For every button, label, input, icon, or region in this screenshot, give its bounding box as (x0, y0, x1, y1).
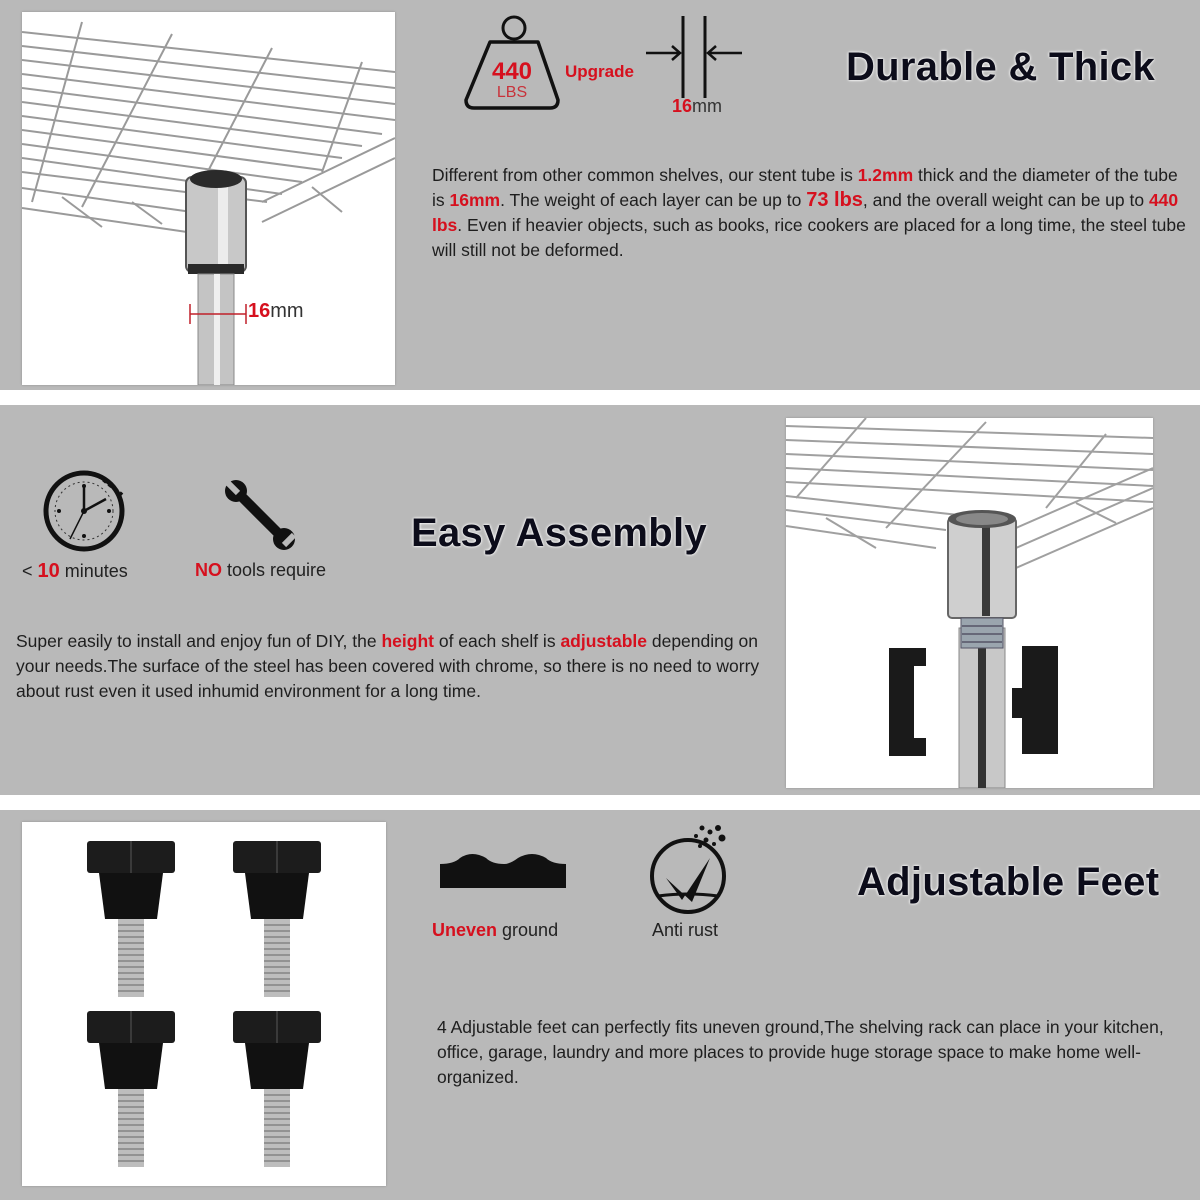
anti-rust-label: Anti rust (652, 920, 719, 940)
highlight-layer-weight: 73 lbs (806, 189, 863, 211)
text: Super easily to install and enjoy fun of DIY, the (16, 631, 382, 651)
highlight-height: height (381, 631, 434, 651)
highlight-diameter: 16mm (449, 190, 501, 210)
section-easy-assembly (0, 405, 1200, 795)
annotation-value: 16 (248, 300, 271, 322)
text: minutes (59, 561, 128, 581)
text: tools require (222, 560, 327, 580)
uneven-ground-label (432, 920, 558, 941)
upgrade-label: Upgrade (565, 62, 634, 81)
text: thick and the diameter of the tube is (432, 165, 1178, 210)
thickness-icon (640, 12, 750, 102)
wrench-icon-graphic (222, 477, 302, 557)
highlight-uneven: Uneven (432, 920, 498, 940)
tube-diameter-annotation (248, 300, 304, 323)
highlight-no: NO (195, 560, 222, 580)
weight-badge (462, 10, 562, 110)
tube-size-label (672, 96, 722, 117)
text: ground (497, 920, 559, 940)
text: . The weight of each layer can be up to (500, 190, 807, 210)
highlight-minutes: 10 (37, 560, 60, 582)
uneven-ground-icon-graphic (440, 852, 566, 888)
shelf-sleeve-illustration (786, 418, 1153, 788)
highlight-adjustable: adjustable (560, 631, 647, 651)
highlight-total-weight: 440 lbs (432, 190, 1179, 235)
anti-rust-icon-graphic (644, 822, 734, 917)
clock-icon-graphic (40, 465, 130, 555)
anti-rust-icon (644, 822, 734, 917)
section-heading: Adjustable Feet (857, 860, 1160, 904)
section-durable-thick (0, 0, 1200, 390)
clock-icon (40, 465, 130, 555)
section-heading: Easy Assembly (411, 511, 707, 555)
no-tools-label (195, 560, 326, 581)
text: . Even if heavier objects, such as books, rice cookers are placed for a long time, the steel tube will still not be deformed. (432, 215, 1186, 260)
shelf-corner-photo (22, 12, 395, 385)
section-description: 4 Adjustable feet can perfectly fits uneven ground,The shelving rack can place in your kitchen, office, garage, laundry and more places to provide huge storage space to make home well-organized. (437, 1017, 1164, 1087)
foot-2 (233, 841, 321, 997)
text: depending on your needs.The surface of the steel has been covered with chrome, so there is no need to worry about rust even it used inhumid environment for a long time. (16, 631, 760, 701)
weight-unit: LBS (496, 84, 528, 101)
wrench-icon (222, 477, 302, 557)
tube-size-value: 16 (672, 96, 693, 116)
leveling-feet-photo (22, 822, 386, 1186)
highlight-thickness: 1.2mm (857, 165, 914, 185)
tube-size-unit: mm (692, 96, 723, 116)
weight-value: 440 (491, 58, 533, 85)
text: Different from other common shelves, our stent tube is (432, 165, 858, 185)
tube-thickness-icon (640, 12, 750, 102)
section-description (16, 629, 766, 704)
section-adjustable-feet (0, 810, 1200, 1200)
foot-4 (233, 1011, 321, 1167)
text: of each shelf is (433, 631, 561, 651)
foot-3 (87, 1011, 175, 1167)
text: < (22, 561, 38, 581)
text: , and the overall weight can be up to (862, 190, 1149, 210)
section-heading: Durable & Thick (846, 45, 1156, 89)
section-description (432, 163, 1194, 263)
assembly-time-label (22, 560, 128, 583)
leveling-feet-illustration (22, 822, 386, 1186)
shelf-sleeve-photo (786, 418, 1153, 788)
foot-1 (87, 841, 175, 997)
wire-shelf-illustration (22, 12, 395, 385)
annotation-unit: mm (270, 300, 304, 322)
uneven-ground-icon (440, 852, 566, 888)
